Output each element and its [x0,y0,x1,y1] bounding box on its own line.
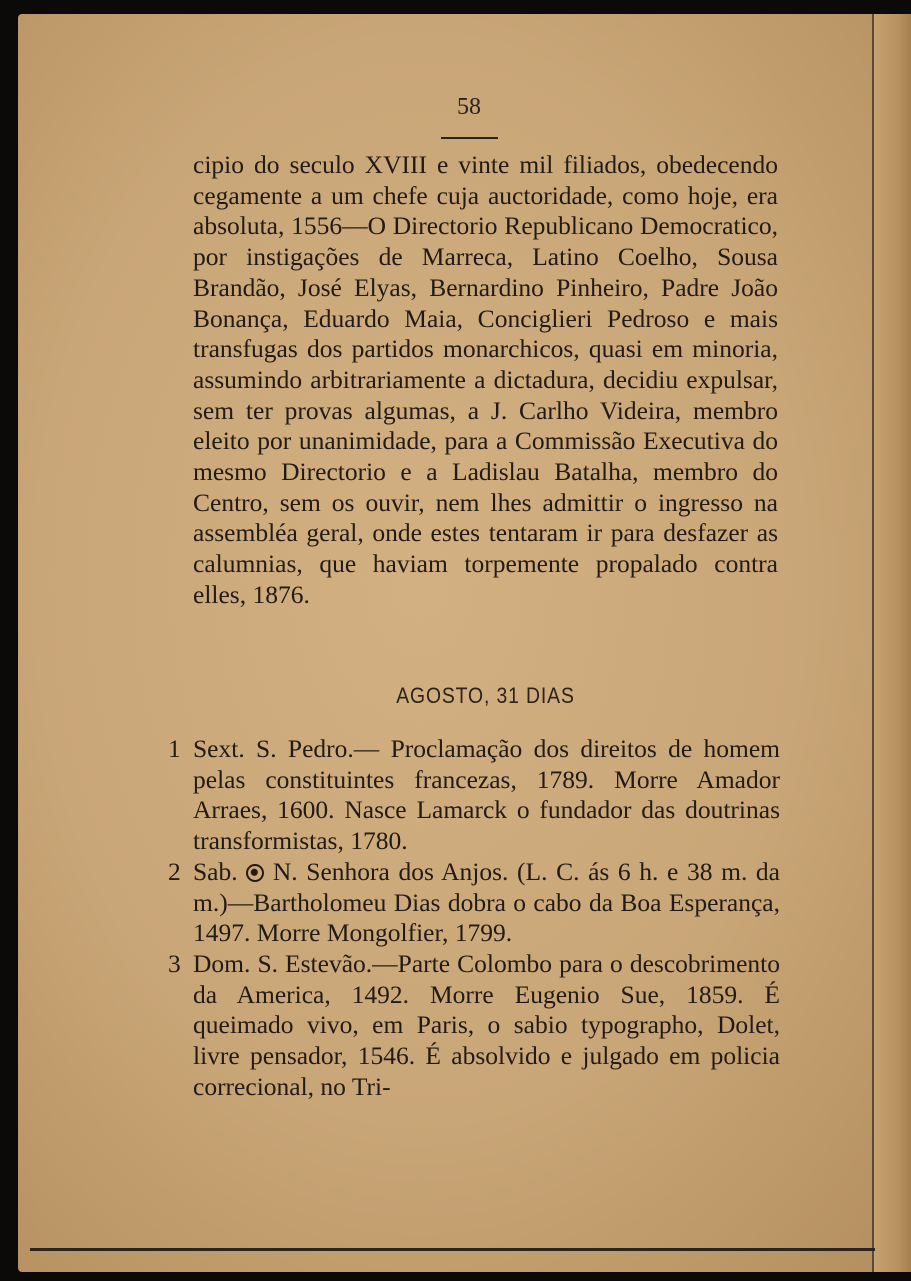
page-bottom-border [30,1248,875,1251]
continued-paragraph: cipio do seculo XVIII e vinte mil filiados, obedecendo cegamente a um chefe cuja auctoridade, como hoje, era absoluta, 1556—O Directorio Republicano Democratico, por instigações de Marreca, Latino Coelho, Sousa Brandão, José Elyas, Bernardino Pinheiro, Padre João Bonança, Eduardo Maia, Conciglieri Pedroso e mais transfugas dos partidos monarchicos, quasi em minoria, assumindo arbitrariamente a dictadura, decidiu expulsar, sem ter provas algumas, a J. Carlho Videira, membro eleito por unanimidade, para a Commissão Executiva do mesmo Directorio e a Ladislau Batalha, membro do Centro, sem os ouvir, nem lhes admittir o ingresso na assembléa geral, onde estes tentaram ir para desfazer as calumnias, que haviam torpemente propalado contra elles, 1876. [193,150,778,609]
entry-day-number: 1 [168,734,181,763]
calendar-entry [168,949,780,1103]
entry-weekday: Sab. [193,856,238,886]
page-edge [872,14,911,1272]
entry-text: Sext. S. Pedro.— Proclamação dos direitos de homem pelas constituintes francezas, 1789. Morre Amador Arraes, 1600. Nasce Lamarck o fundador das doutrinas transformistas, 1780. [193,734,780,856]
calendar-entry [168,857,780,949]
section-heading: AGOSTO, 31 DIAS [396,683,575,708]
calendar-entry [168,734,780,857]
entry-text [193,857,780,949]
entry-text: Dom. S. Estevão.—Parte Colombo para o descobrimento da America, 1492. Morre Eugenio Sue, 1859. É queimado vivo, em Paris, o sabio typographo, Dolet, livre pensador, 1546. É absolvido e julgado em policia correcional, no Tri- [193,948,780,1101]
calendar-entries [168,734,780,1102]
entry-day-number: 2 [168,856,181,886]
full-moon-icon [246,864,264,882]
page-number: 58 [457,94,481,120]
page-number-rule [441,137,498,139]
entry-body: N. Senhora dos Anjos. (L. C. ás 6 h. e 38 m. da m.)—Bartholomeu Dias dobra o cabo da Boa Esperança, 1497. Morre Mongolfier, 1799. [193,856,780,948]
entry-day-number: 3 [168,948,181,978]
